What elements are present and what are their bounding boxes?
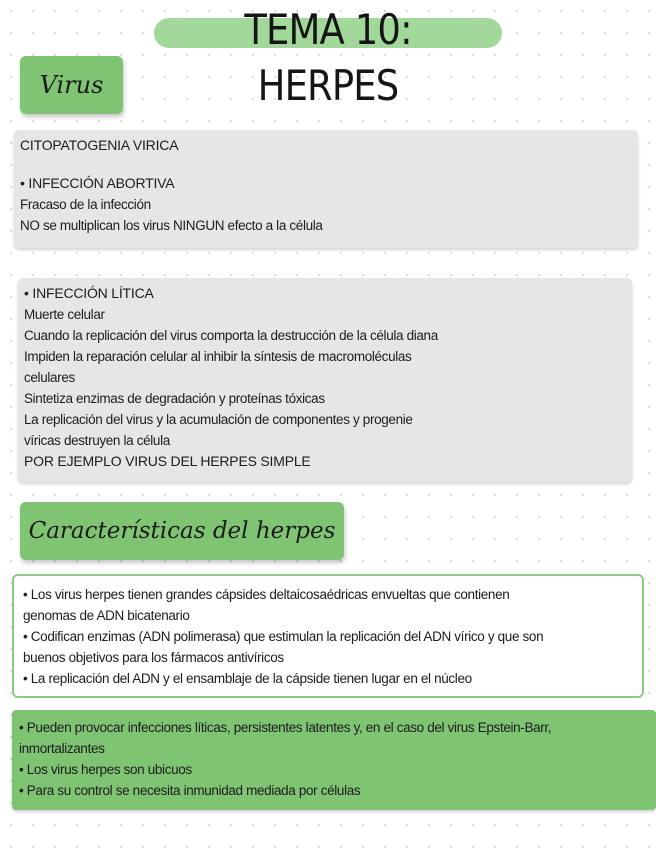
box2-line-9: POR EJEMPLO VIRUS DEL HERPES SIMPLE <box>24 453 311 469</box>
box3-line-2: genomas de ADN bicatenario <box>23 608 190 623</box>
box4-line-3: • Los virus herpes son ubicuos <box>19 762 192 777</box>
box2-line-1: • INFECCIÓN LÍTICA <box>24 285 154 301</box>
box4-line-4: • Para su control se necesita inmunidad mediada por células <box>19 783 361 798</box>
section-heading-caracteristicas-label: Características del herpes <box>28 518 336 544</box>
box2-line-3: Cuando la replicación del virus comporta la destrucción de la célula diana <box>24 328 438 343</box>
box3-line-5: • La replicación del ADN y el ensamblaje de la cápside tienen lugar en el núcleo <box>23 671 472 686</box>
note-box-infeccion-litica <box>18 278 632 482</box>
box2-line-7: La replicación del virus y la acumulación de componentes y progenie <box>24 412 413 427</box>
box4-line-2: inmortalizantes <box>19 741 105 756</box>
box1-line-5: NO se multiplican los virus NINGUN efecto a la célula <box>20 218 323 233</box>
section-heading-virus-label: Virus <box>39 71 104 99</box>
box3-line-4: buenos objetivos para los fármacos antivíricos <box>23 650 284 665</box>
section-heading-virus <box>20 56 123 114</box>
box1-line-1: CITOPATOGENIA VIRICA <box>20 137 179 153</box>
box1-line-4: Fracaso de la infección <box>20 197 151 212</box>
box2-line-5: celulares <box>24 370 75 385</box>
box4-line-1: • Pueden provocar infecciones líticas, persistentes latentes y, en el caso del virus Epstein-Barr, <box>19 720 552 735</box>
page-title-area <box>150 2 506 110</box>
box3-line-3: • Codifican enzimas (ADN polimerasa) que estimulan la replicación del ADN vírico y que son <box>23 629 544 644</box>
section-heading-caracteristicas <box>20 502 344 560</box>
box1-line-3: • INFECCIÓN ABORTIVA <box>20 175 175 191</box>
box2-line-8: víricas destruyen la célula <box>24 433 170 448</box>
box3-line-1: • Los virus herpes tienen grandes cápsides deltaicosaédricas envueltas que contienen <box>23 587 510 602</box>
note-box-citopatogenia <box>14 130 638 248</box>
box1-line-2 <box>20 156 632 173</box>
box2-line-4: Impiden la reparación celular al inhibir la síntesis de macromoléculas <box>24 349 412 364</box>
note-box-infecciones <box>12 710 656 810</box>
box2-line-6: Sintetiza enzimas de degradación y proteínas tóxicas <box>24 391 325 406</box>
page-title: TEMA 10: HERPES <box>244 5 412 110</box>
note-box-caracteristicas <box>12 574 644 698</box>
box2-line-2: Muerte celular <box>24 307 105 322</box>
